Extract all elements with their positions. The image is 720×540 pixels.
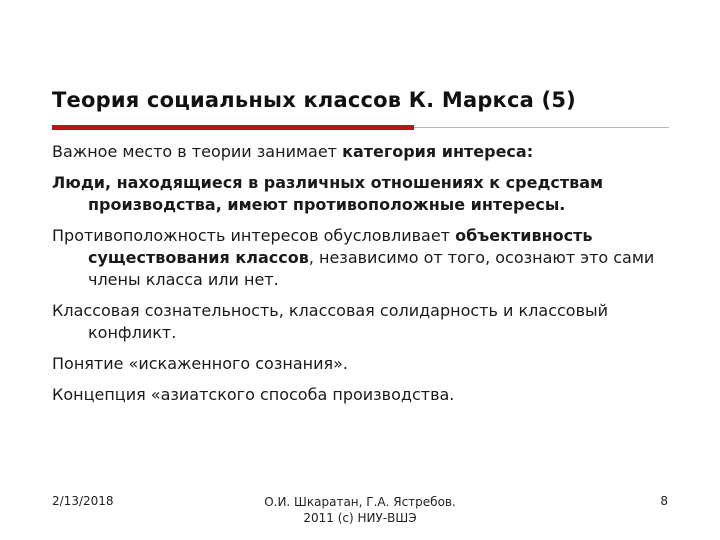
paragraph-opposing-interests — [52, 172, 677, 216]
paragraph-asiatic-mode — [52, 384, 677, 406]
paragraph-class-consciousness — [52, 300, 677, 344]
page-number: 8 — [660, 494, 668, 508]
footer-date: 2/13/2018 — [52, 494, 114, 508]
footer-author-line: 2011 (c) НИУ-ВШЭ — [303, 511, 417, 525]
footer-author-line: О.И. Шкаратан, Г.А. Ястребов. — [264, 495, 456, 509]
paragraph-false-consciousness — [52, 353, 677, 375]
paragraph-bold-text: объективность существования классов — [88, 226, 593, 267]
title-underline-red — [52, 125, 414, 130]
paragraph-text: : — [526, 142, 534, 161]
title-underline-gray — [414, 127, 669, 128]
paragraph-text: Важное место в теории занимает — [52, 142, 343, 161]
footer-author — [240, 494, 480, 526]
paragraph-text: Классовая сознательность, классовая солидарность и классовый конфликт. — [52, 301, 609, 342]
paragraph-bold-text: категория интереса — [342, 142, 527, 161]
slide-body — [52, 141, 677, 415]
slide-title: Теория социальных классов К. Маркса (5) — [52, 88, 576, 112]
paragraph-bold-text: Люди, находящиеся в различных отношениях к средствам производства, имеют противоположные интересы. — [52, 173, 604, 214]
paragraph-objective-existence — [52, 225, 677, 291]
paragraph-text: Противоположность интересов обусловливает — [52, 226, 456, 245]
paragraph-interest-category — [52, 141, 677, 163]
paragraph-text: , независимо от того, осознают это сами члены класса или нет. — [88, 248, 655, 289]
paragraph-text: Понятие «искаженного сознания». — [52, 354, 348, 373]
paragraph-text: Концепция «азиатского способа производства. — [52, 385, 455, 404]
